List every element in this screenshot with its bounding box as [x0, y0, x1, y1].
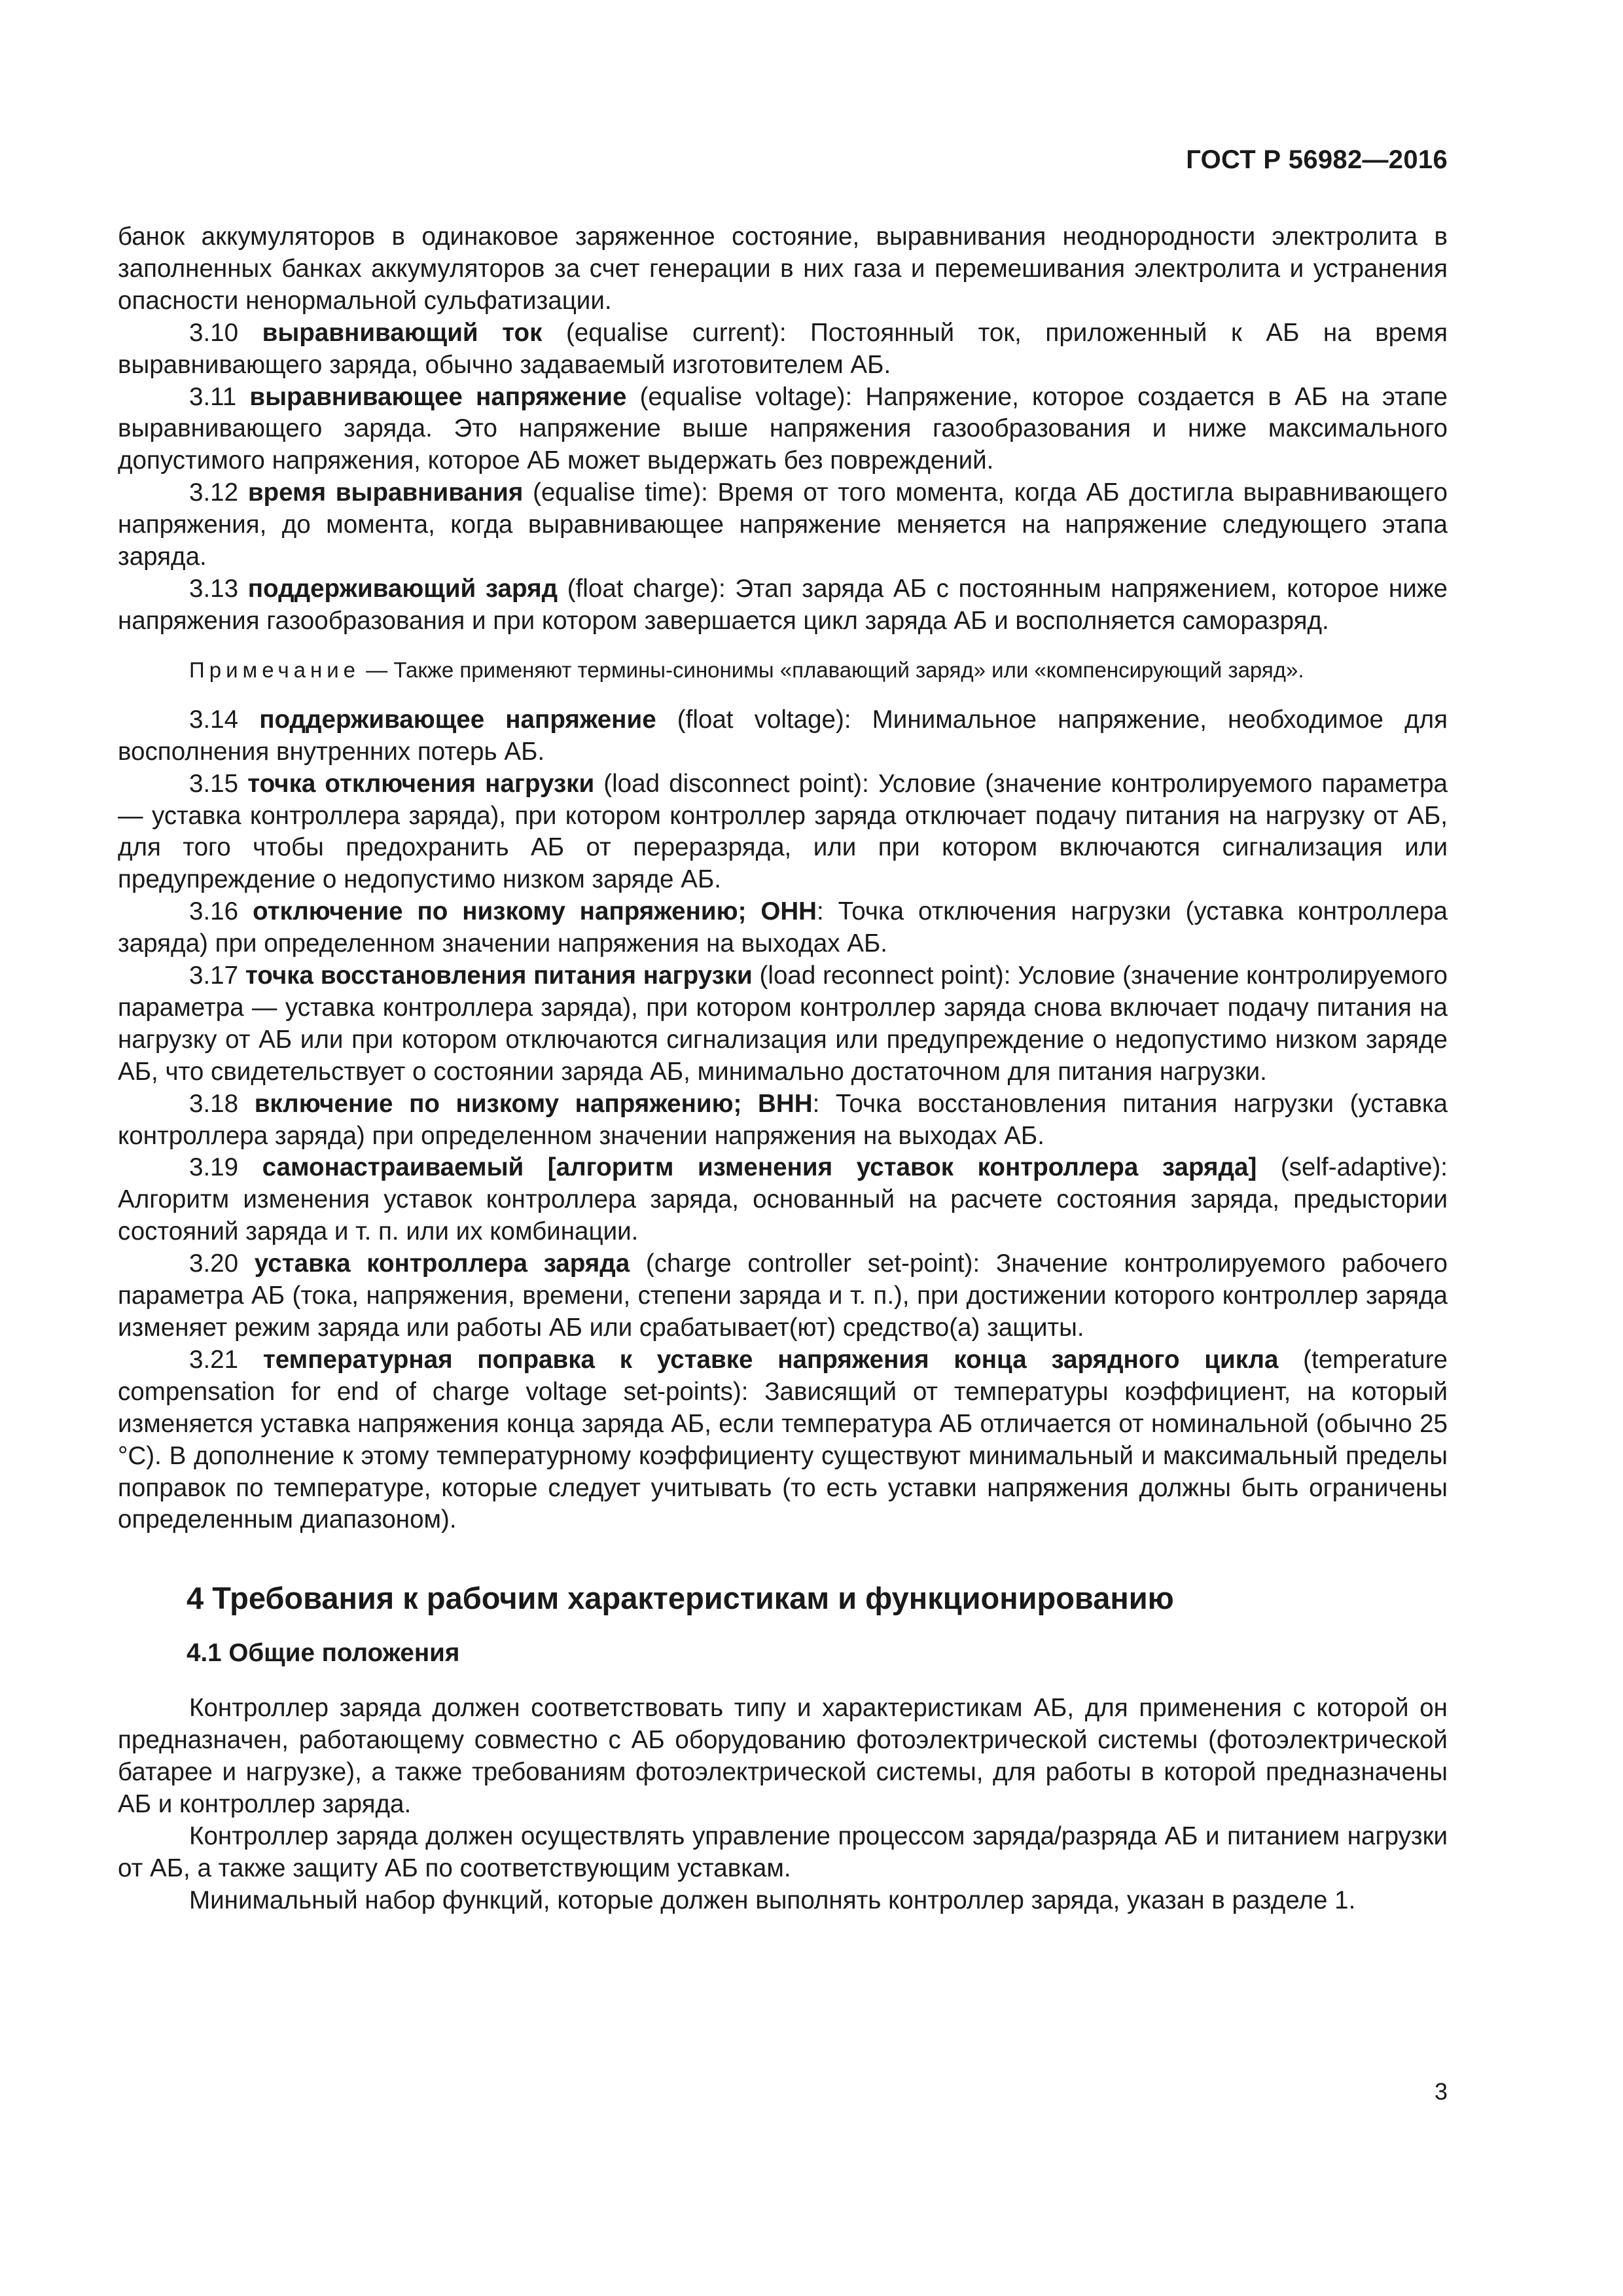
section-4-1-paragraph-2: Контроллер заряда должен осуществлять управление процессом заряда/разряда АБ и питанием нагрузки от АБ, а также защиту АБ по соответствующим уставкам. [118, 1821, 1448, 1882]
term-name: время выравнивания [247, 478, 524, 507]
term-name: поддерживающее напряжение [259, 705, 656, 734]
term-3-12: 3.12 время выравнивания (equalise time): Время от того момента, когда АБ достигла выравнивающего напряжения, до момента, когда выравнивающее напряжение меняется на напряжение следующего этапа заряда. [118, 478, 1448, 571]
term-name: отключение по низкому напряжению; ОНН [253, 897, 817, 926]
term-3-14: 3.14 поддерживающее напряжение (float voltage): Минимальное напряжение, необходимое для восполнения внутренних потерь АБ. [118, 705, 1448, 766]
subsection-4-1-heading: 4.1 Общие положения [187, 1639, 460, 1668]
term-name: температурная поправка к уставке напряжения конца зарядного цикла [262, 1345, 1279, 1374]
section-4-1-paragraph-1: Контроллер заряда должен соответствовать типу и характеристикам АБ, для применения с которой он предназначен, работающему совместно с АБ оборудованию фотоэлектрической системы (фотоэлектрической батарее и нагрузке), а также требованиям фотоэлектрической системы, для работы в которой предназначены АБ и контроллер заряда. [118, 1694, 1448, 1819]
note-text: — Также применяют термины-синонимы «плавающий заряд» или «компенсирующий заряд». [366, 657, 1304, 682]
term-name: уставка контроллера заряда [254, 1249, 630, 1278]
term-3-21: 3.21 температурная поправка к уставке напряжения конца зарядного цикла (temperature compensation for end of charge voltage set-points): Зависящий от температуры коэффициент, на который изменяется уставка напряжения конца заряда АБ, если температура АБ отличается от номинальной (обычно 25 °С). В дополнение к этому температурному коэффициенту существуют минимальный и максимальный пределы поправок по температуре, которые следует учитывать (то есть уставки напряжения должны быть ограничены определенным диапазоном). [118, 1345, 1448, 1534]
paragraph-continuation: банок аккумуляторов в одинаковое заряженное состояние, выравнивания неоднородности электролита в заполненных банках аккумуляторов за счет генерации в них газа и перемешивания электролита и устранения опасности ненормальной сульфатизации. [118, 223, 1448, 315]
term-name: самонастраиваемый [алгоритм изменения уставок контроллера заряда] [262, 1153, 1257, 1182]
term-name: выравнивающее напряжение [249, 382, 627, 411]
term-3-15: 3.15 точка отключения нагрузки (load disconnect point): Условие (значение контролируемого параметра — уставка контроллера заряда), при котором контроллер заряда отключает подачу питания на нагрузку от АБ, для того чтобы предохранить АБ от переразряда, или при котором включаются сигнализация или предупреждение о недопустимо низком заряде АБ. [118, 769, 1448, 894]
term-name: точка восстановления питания нагрузки [245, 961, 753, 990]
document-header: ГОСТ Р 56982—2016 [1186, 145, 1448, 174]
term-3-17: 3.17 точка восстановления питания нагрузки (load reconnect point): Условие (значение контролируемого параметра — уставка контроллера заряда), при котором контроллер заряда снова включает подачу питания на нагрузку от АБ или при котором отключаются сигнализация или предупреждение о недопустимо низком заряде АБ, что свидетельствует о состоянии заряда АБ, минимально достаточном для питания нагрузки. [118, 961, 1448, 1086]
term-name: поддерживающий заряд [247, 574, 558, 603]
term-name: включение по низкому напряжению; ВНН [254, 1089, 813, 1118]
term-name: точка отключения нагрузки [247, 769, 595, 798]
term-3-18: 3.18 включение по низкому напряжению; ВНН: Точка восстановления питания нагрузки (уставка контроллера заряда) при определенном значении напряжения на выходах АБ. [118, 1089, 1448, 1150]
term-3-16: 3.16 отключение по низкому напряжению; ОНН: Точка отключения нагрузки (уставка контроллера заряда) при определенном значении напряжения на выходах АБ. [118, 897, 1448, 958]
term-3-13: 3.13 поддерживающий заряд (float charge): Этап заряда АБ с постоянным напряжением, которое ниже напряжения газообразования и при котором завершается цикл заряда АБ и восполняется саморазряд. [118, 574, 1448, 635]
term-name: выравнивающий ток [262, 318, 543, 347]
term-3-11: 3.11 выравнивающее напряжение (equalise voltage): Напряжение, которое создается в АБ на этапе выравнивающего заряда. Это напряжение выше напряжения газообразования и ниже максимального допустимого напряжения, которое АБ может выдержать без повреждений. [118, 382, 1448, 475]
note-label: Примечание [189, 657, 361, 682]
term-3-20: 3.20 уставка контроллера заряда (charge controller set-point): Значение контролируемого рабочего параметра АБ (тока, напряжения, времени, степени заряда и т. п.), при достижении которого контроллер заряда изменяет режим заряда или работы АБ или срабатывает(ют) средство(а) защиты. [118, 1249, 1448, 1342]
section-4-heading: 4 Требования к рабочим характеристикам и функционированию [187, 1581, 1174, 1616]
section-4-1-paragraph-3: Минимальный набор функций, которые должен выполнять контроллер заряда, указан в разделе 1. [189, 1886, 1356, 1914]
document-body [118, 221, 1448, 1917]
term-3-10: 3.10 выравнивающий ток (equalise current): Постоянный ток, приложенный к АБ на время выравнивающего заряда, обычно задаваемый изготовителем АБ. [118, 318, 1448, 379]
term-3-19: 3.19 самонастраиваемый [алгоритм изменения уставок контроллера заряда] (self-adaptive): Алгоритм изменения уставок контроллера заряда, основанный на расчете состояния заряда, предыстории состояний заряда и т. п. или их комбинации. [118, 1153, 1448, 1246]
note [118, 656, 1448, 684]
page-number: 3 [1434, 2078, 1448, 2105]
